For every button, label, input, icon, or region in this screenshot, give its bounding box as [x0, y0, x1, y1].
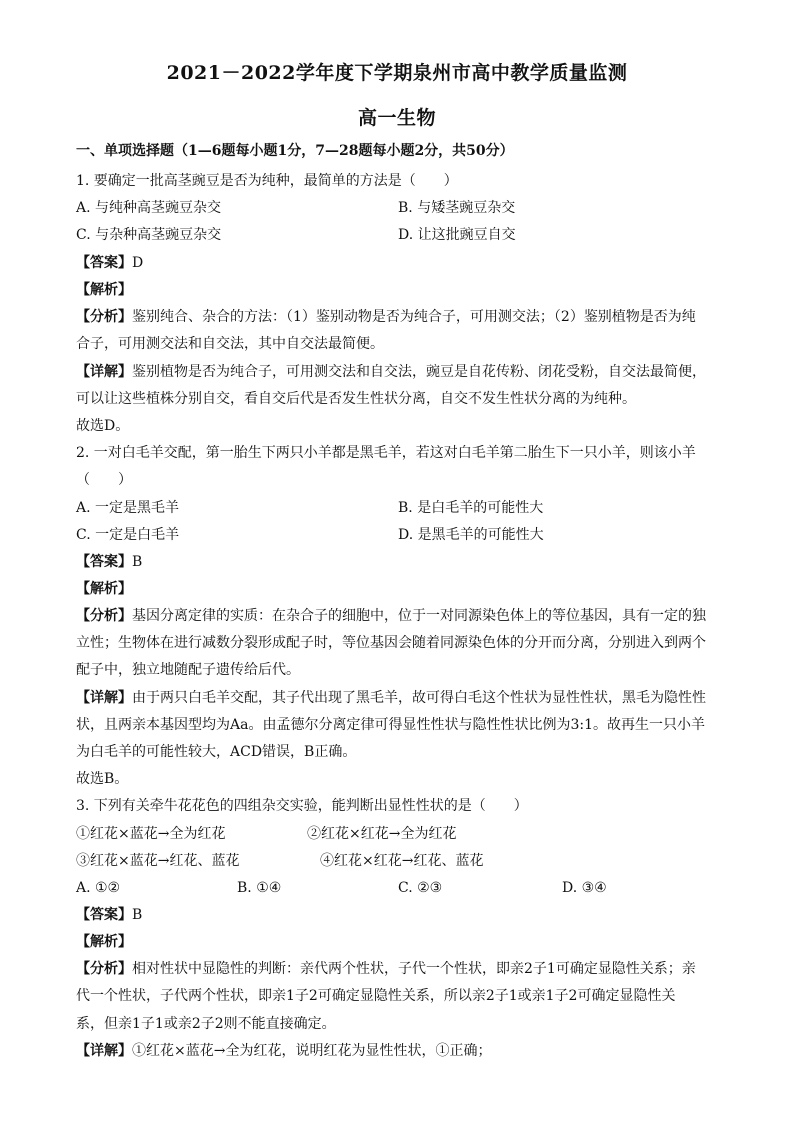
question-2-fenxi-line-3: 配子中，独立地随配子遗传给后代。 — [76, 662, 300, 678]
question-2-option-c: C. 一定是白毛羊 — [76, 527, 180, 543]
question-2-analysis-label — [76, 580, 132, 598]
question-2-xiangjie-line-1 — [76, 689, 706, 707]
question-3-option-d: D. ③④ — [562, 880, 607, 896]
xiangjie-text: 鉴别植物是否为纯合子，可用测交法和自交法，豌豆是自花传粉、闭花受粉，自交法最简便， — [132, 364, 706, 380]
question-1-option-a: A. 与纯种高茎豌豆杂交 — [76, 200, 222, 216]
fenxi-text: 基因分离定律的实质：在杂合子的细胞中，位于一对同源染色体上的等位基因，具有一定的独 — [132, 608, 706, 624]
answer-label: 【答案】 — [76, 554, 132, 570]
question-3-item-4: ④红花×红花→红花、蓝花 — [320, 853, 484, 869]
xiangjie-label: 【详解】 — [76, 364, 132, 380]
question-3-analysis-label — [76, 933, 132, 951]
answer-label: 【答案】 — [76, 255, 132, 271]
question-3-item-3: ③红花×蓝花→红花、蓝花 — [76, 853, 240, 869]
question-1-fenxi-line-2: 合子，可用测交法和自交法，其中自交法最简便。 — [76, 336, 384, 352]
question-2-fenxi-line-2: 立性；生物体在进行减数分裂形成配子时，等位基因会随着同源染色体的分开而分离，分别进入到两个 — [76, 635, 706, 651]
question-1-option-d: D. 让这批豌豆自交 — [398, 227, 516, 243]
question-1-xiangjie-line-1 — [76, 363, 706, 381]
question-3-item-1: ①红花×蓝花→全为红花 — [76, 826, 226, 842]
xiangjie-text: 由于两只白毛羊交配，其子代出现了黑毛羊，故可得白毛这个性状为显性性状，黑毛为隐性性 — [132, 690, 706, 706]
question-3-answer — [76, 906, 142, 924]
question-2-fenxi-line-1 — [76, 607, 706, 625]
question-3-xiangjie-line-1 — [76, 1042, 491, 1060]
question-3-option-c: C. ②③ — [398, 880, 443, 896]
question-2-stem-line-1: 2. 一对白毛羊交配，第一胎生下两只小羊都是黑毛羊，若这对白毛羊第二胎生下一只小羊，则该小羊 — [76, 445, 696, 461]
question-1-stem: 1. 要确定一批高茎豌豆是否为纯种，最简单的方法是（ ） — [76, 173, 458, 189]
question-1-fenxi-line-1 — [76, 308, 696, 326]
fenxi-label: 【分析】 — [76, 309, 132, 325]
xiangjie-label: 【详解】 — [76, 1043, 132, 1059]
question-2-xiangjie-line-2: 状，且两亲本基因型均为Aa。由孟德尔分离定律可得显性性状与隐性性状比例为3:1。故再生一只小羊 — [76, 717, 705, 733]
question-2-xiangjie-line-3: 为白毛羊的可能性较大，ACD错误，B正确。 — [76, 744, 357, 760]
question-2-option-d: D. 是黑毛羊的可能性大 — [398, 527, 544, 543]
xiangjie-label: 【详解】 — [76, 690, 132, 706]
question-2-option-a: A. 一定是黑毛羊 — [76, 500, 180, 516]
question-1-xiangjie-line-2: 可以让这些植株分别自交，看自交后代是否发生性状分离，自交不发生性状分离的为纯种。 — [76, 391, 636, 407]
page-subtitle: 高一生物 — [357, 107, 436, 129]
fenxi-text: 相对性状中显隐性的判断：亲代两个性状，子代一个性状，即亲2子1可确定显隐性关系；亲 — [132, 961, 696, 977]
question-1-option-b: B. 与矮茎豌豆杂交 — [398, 200, 516, 216]
question-3-option-b: B. ①④ — [237, 880, 282, 896]
question-3-stem: 3. 下列有关牵牛花花色的四组杂交实验，能判断出显性性状的是（ ） — [76, 798, 528, 814]
xiangjie-text: ①红花×蓝花→全为红花，说明红花为显性性状，①正确； — [132, 1043, 492, 1059]
section-heading: 一、单项选择题（1—6题每小题1分，7—28题每小题2分，共50分） — [76, 143, 514, 159]
question-1-analysis-label — [76, 281, 132, 299]
question-2-option-b: B. 是白毛羊的可能性大 — [398, 500, 544, 516]
question-3-fenxi-line-2: 代一个性状，子代两个性状，即亲1子2可确定显隐性关系，所以亲2子1或亲1子2可确定显隐性关 — [76, 988, 676, 1004]
fenxi-text: 鉴别纯合、杂合的方法：（1）鉴别动物是否为纯合子，可用测交法；（2）鉴别植物是否为纯 — [132, 309, 696, 325]
question-1-option-c: C. 与杂种高茎豌豆杂交 — [76, 227, 222, 243]
question-2-conclusion: 故选B。 — [76, 771, 129, 787]
analysis-label: 【解析】 — [76, 282, 132, 298]
answer-label: 【答案】 — [76, 907, 132, 923]
question-3-item-2: ②红花×红花→全为红花 — [307, 826, 457, 842]
answer-value: B — [132, 554, 143, 570]
fenxi-label: 【分析】 — [76, 961, 132, 977]
question-1-answer — [76, 254, 143, 272]
question-3-fenxi-line-3: 系，但亲1子1或亲2子2则不能直接确定。 — [76, 1016, 336, 1032]
question-1-conclusion: 故选D。 — [76, 418, 130, 434]
analysis-label: 【解析】 — [76, 581, 132, 597]
analysis-label: 【解析】 — [76, 934, 132, 950]
page-title: 2021－2022学年度下学期泉州市高中教学质量监测 — [166, 62, 628, 84]
question-2-stem-line-2: （ ） — [76, 472, 132, 488]
question-3-fenxi-line-1 — [76, 960, 696, 978]
question-2-answer — [76, 553, 142, 571]
answer-value: B — [132, 907, 143, 923]
question-3-option-a: A. ①② — [76, 880, 121, 896]
answer-value: D — [132, 255, 144, 271]
fenxi-label: 【分析】 — [76, 608, 132, 624]
